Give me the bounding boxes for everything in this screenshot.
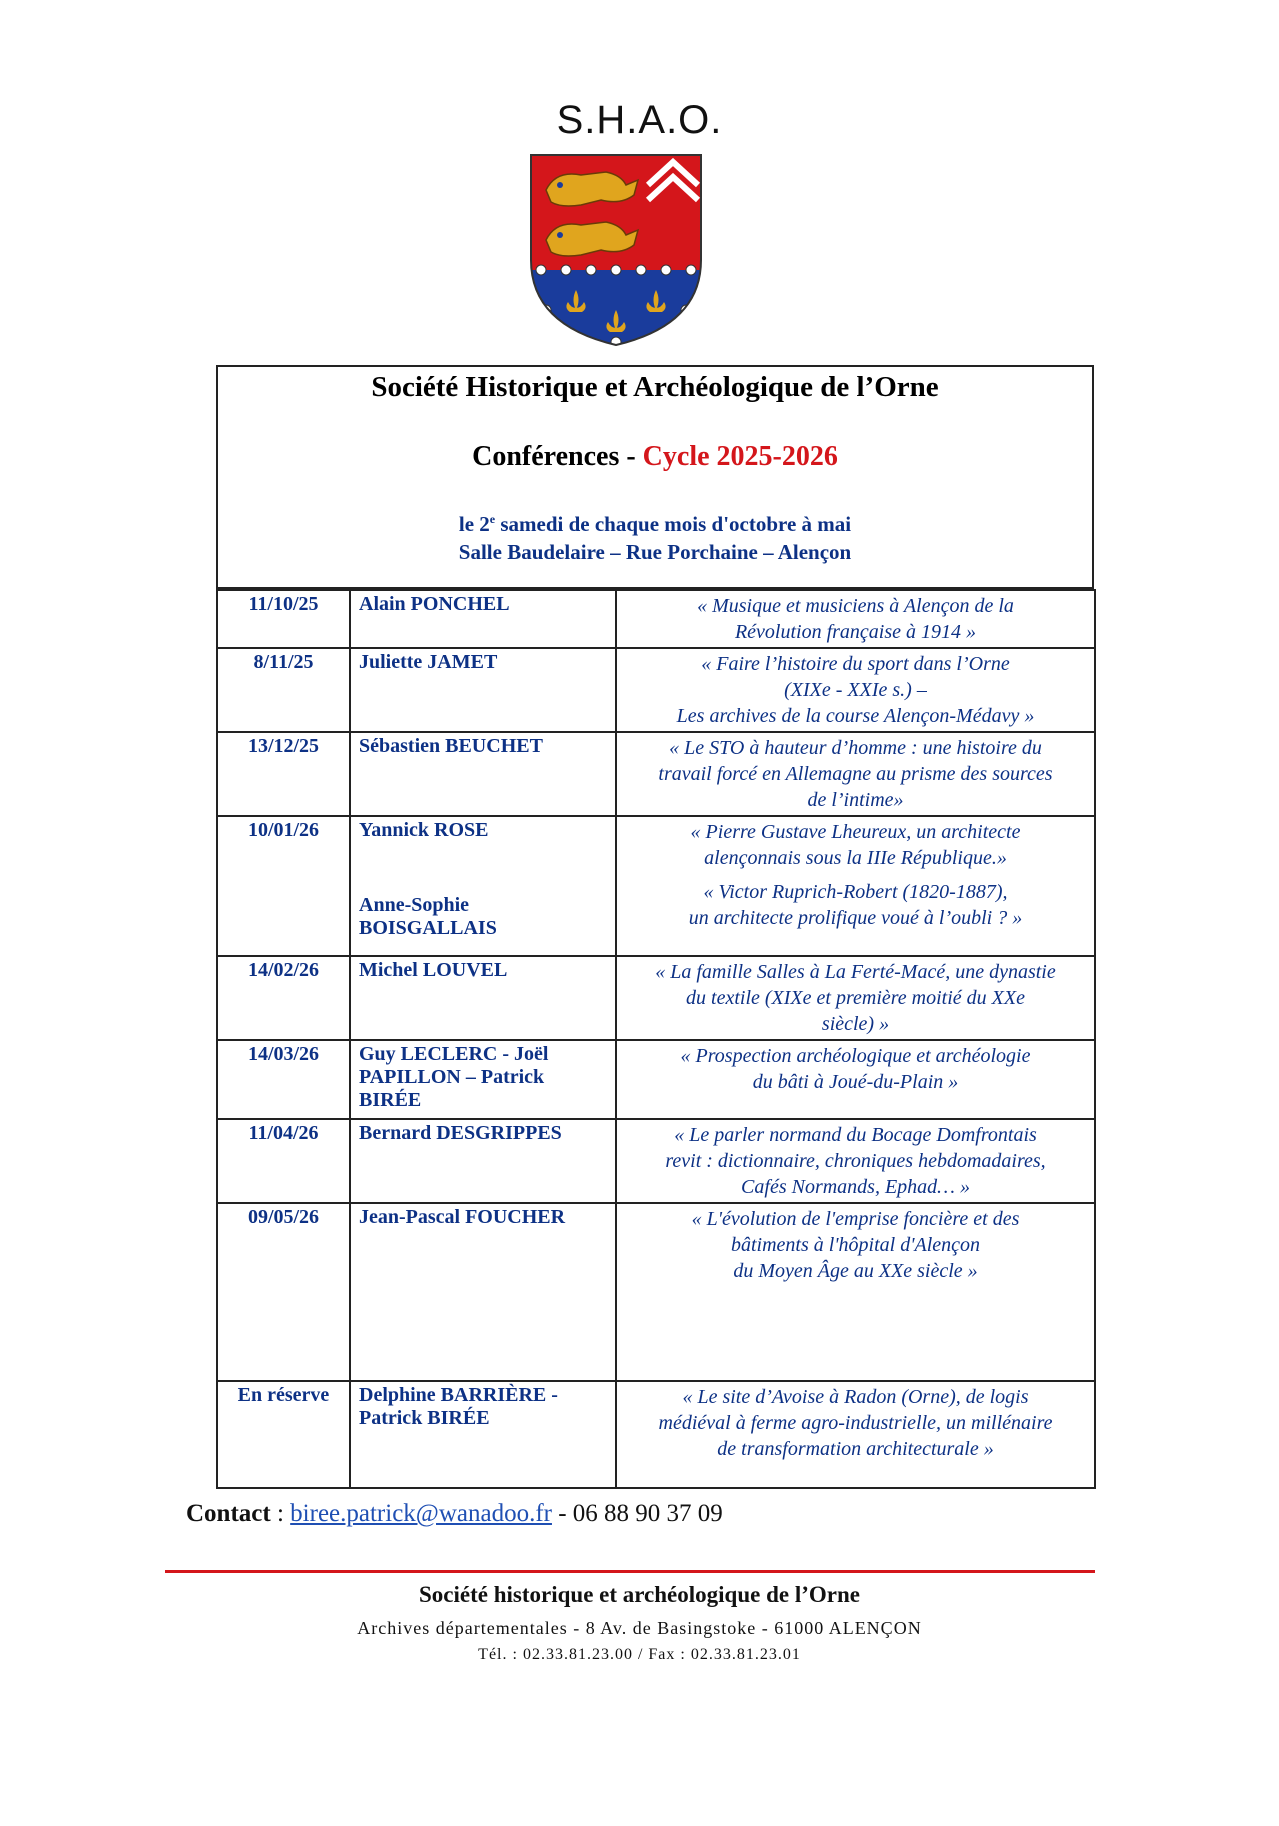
row-title-cell — [616, 590, 1095, 648]
conference-heading — [218, 441, 1092, 473]
row-title-line: de l’intime» — [807, 789, 904, 811]
program-row — [217, 590, 1095, 648]
row-title-line: Révolution française à 1914 » — [734, 621, 977, 643]
program-row — [217, 1381, 1095, 1488]
row-title-line: « Le site d’Avoise à Radon (Orne), de logis — [682, 1386, 1029, 1408]
row-title-line: « L'évolution de l'emprise foncière et des — [691, 1208, 1020, 1230]
row-title-line: « Musique et musiciens à Alençon de la — [697, 595, 1014, 617]
footer-divider — [165, 1570, 1095, 1573]
row-speaker: Bernard DESGRIPPES — [359, 1122, 562, 1144]
row-title-line: bâtiments à l'hôpital d'Alençon — [730, 1234, 981, 1256]
row-title-line: Les archives de la course Alençon-Médavy » — [676, 705, 1035, 727]
header-box — [216, 365, 1094, 589]
row-date: 11/04/26 — [217, 1119, 350, 1203]
row-title-line: médiéval à ferme agro-industrielle, un millénaire — [658, 1412, 1053, 1434]
conference-label: Conférences - — [472, 441, 636, 472]
row-title-cell — [616, 732, 1095, 816]
row-speaker: Alain PONCHEL — [359, 593, 510, 615]
schedule-line — [218, 505, 1092, 538]
contact-email-link[interactable]: biree.patrick@wanadoo.fr — [290, 1500, 552, 1527]
row-speaker-cell — [350, 590, 616, 648]
cycle-label: Cycle 2025-2026 — [642, 441, 838, 472]
row-speaker: Jean-Pascal FOUCHER — [359, 1206, 566, 1228]
program-row — [217, 816, 1095, 956]
program-row — [217, 956, 1095, 1040]
row-title-line: du textile (XIXe et première moitié du XXe — [686, 987, 1025, 1009]
contact-line — [186, 1500, 723, 1528]
row-title-line: « Le parler normand du Bocage Domfrontais — [674, 1124, 1037, 1146]
row-date: 10/01/26 — [217, 816, 350, 956]
program-row — [217, 1040, 1095, 1119]
row-speaker-cell — [350, 1119, 616, 1203]
row-title-cell — [616, 1119, 1095, 1203]
row-speaker: Juliette JAMET — [359, 651, 498, 673]
row-title-line: « La famille Salles à La Ferté-Macé, une dynastie — [655, 961, 1056, 983]
row-speaker-cell — [350, 648, 616, 732]
row-title-line: revit : dictionnaire, chroniques hebdomadaires, — [665, 1150, 1046, 1172]
schedule-post: samedi de chaque mois d'octobre à mai — [495, 512, 852, 536]
schedule-info — [218, 505, 1092, 566]
footer-address: Archives départementales - 8 Av. de Basingstoke - 61000 ALENÇON — [357, 1618, 922, 1638]
contact-phone: - 06 88 90 37 09 — [551, 1500, 723, 1527]
row-date: En réserve — [217, 1381, 350, 1488]
row-title-line: « Pierre Gustave Lheureux, un architecte — [690, 821, 1021, 843]
footer-org-name: Société historique et archéologique de l’Orne — [419, 1582, 860, 1607]
row-speaker-cell — [350, 816, 616, 956]
row-title-line: du bâti à Joué-du-Plain » — [752, 1071, 959, 1093]
row-title-cell — [616, 1203, 1095, 1381]
logo-acronym: S.H.A.O. — [556, 98, 723, 142]
row-speaker-cell — [350, 1381, 616, 1488]
row-title-cell — [616, 816, 1095, 956]
row-date: 13/12/25 — [217, 732, 350, 816]
footer-phones: Tél. : 02.33.81.23.00 / Fax : 02.33.81.23.01 — [478, 1646, 801, 1663]
row-speaker: Guy LECLERC - Joël PAPILLON – Patrick BIRÉE — [359, 1043, 549, 1111]
row-title-cell — [616, 1381, 1095, 1488]
row-title-line: siècle) » — [821, 1013, 890, 1035]
row-speaker: Delphine BARRIÈRE - Patrick BIRÉE — [359, 1384, 558, 1429]
org-title: Société Historique et Archéologique de l’Orne — [371, 371, 939, 403]
row-title-line: Cafés Normands, Ephad… » — [741, 1176, 970, 1198]
row-date: 09/05/26 — [217, 1203, 350, 1381]
contact-sep: : — [270, 1500, 291, 1527]
program-row — [217, 648, 1095, 732]
schedule-pre: le 2 — [458, 512, 490, 536]
row-date: 11/10/25 — [217, 590, 350, 648]
row-date: 8/11/25 — [217, 648, 350, 732]
speaker-spacer — [359, 842, 607, 868]
title-spacer — [625, 871, 1086, 879]
speaker-spacer — [359, 868, 607, 894]
program-row — [217, 1119, 1095, 1203]
row-title-line: alençonnais sous la IIIe République.» — [704, 847, 1007, 869]
coat-of-arms-icon — [526, 150, 706, 350]
row-title-line: « Le STO à hauteur d’homme : une histoire du — [669, 737, 1042, 759]
program-row — [217, 732, 1095, 816]
row-title-line: de transformation architecturale » — [717, 1438, 994, 1460]
row-speaker: Michel LOUVEL — [359, 959, 508, 981]
row-title-line: travail forcé en Allemagne au prisme des sources — [658, 763, 1053, 785]
venue-line: Salle Baudelaire – Rue Porchaine – Alençon — [458, 540, 852, 564]
row-date: 14/02/26 — [217, 956, 350, 1040]
row-speaker-2: Anne-Sophie BOISGALLAIS — [359, 894, 497, 939]
row-title-line: du Moyen Âge au XXe siècle » — [733, 1260, 978, 1282]
row-title-line: « Faire l’histoire du sport dans l’Orne — [701, 653, 1010, 675]
row-title-line: « Prospection archéologique et archéologie — [680, 1045, 1031, 1067]
schedule-sup: e — [489, 512, 496, 526]
row-speaker-cell — [350, 1203, 616, 1381]
program-row — [217, 1203, 1095, 1381]
row-date: 14/03/26 — [217, 1040, 350, 1119]
row-speaker-cell — [350, 1040, 616, 1119]
row-speaker-cell — [350, 956, 616, 1040]
row-title-line: (XIXe - XXIe s.) – — [784, 679, 927, 701]
contact-label: Contact — [186, 1500, 271, 1527]
row-title-line: « Victor Ruprich-Robert (1820-1887), — [703, 881, 1008, 903]
row-speaker: Sébastien BEUCHET — [359, 735, 543, 757]
row-title-line: un architecte prolifique voué à l’oubli ? » — [688, 907, 1023, 929]
row-speaker: Yannick ROSE — [359, 819, 489, 841]
row-title-cell — [616, 648, 1095, 732]
row-speaker-cell — [350, 732, 616, 816]
program-table — [216, 589, 1096, 1489]
row-title-cell — [616, 1040, 1095, 1119]
row-title-cell — [616, 956, 1095, 1040]
